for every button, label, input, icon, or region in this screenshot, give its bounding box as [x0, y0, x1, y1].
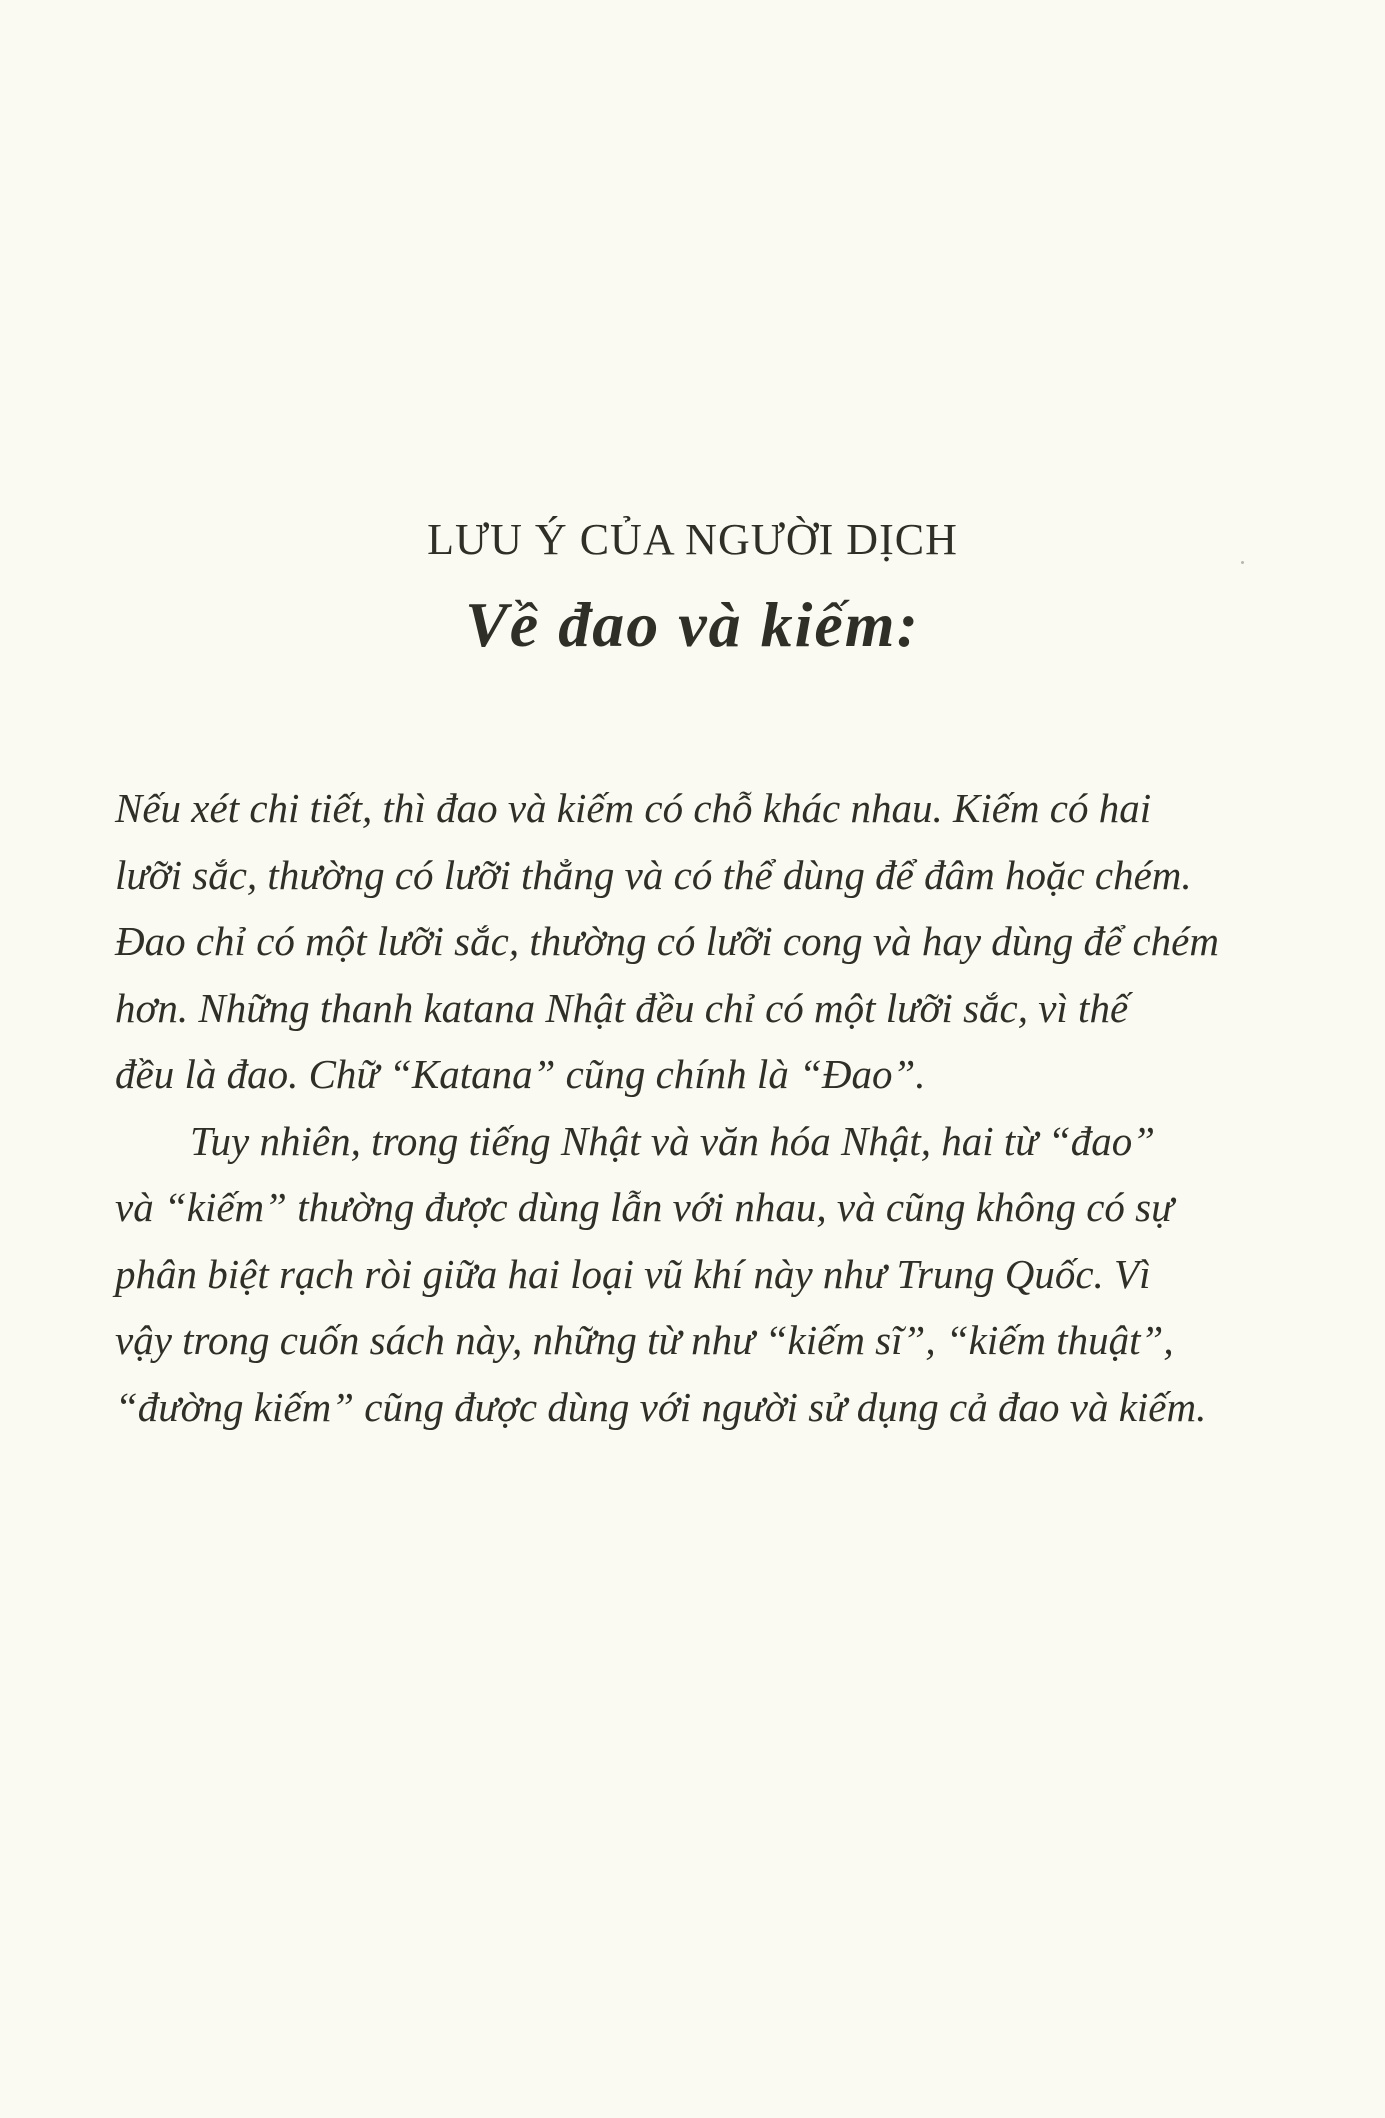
paper-speck [1241, 561, 1244, 564]
page-heading: LƯU Ý CỦA NGƯỜI DỊCH [427, 515, 958, 564]
paragraph-1-line: Đao chỉ có một lưỡi sắc, thường có lưỡi cong và hay dùng để chém [115, 918, 1219, 964]
paragraph-2-line: Tuy nhiên, trong tiếng Nhật và văn hóa Nhật, hai từ “đao” [190, 1117, 1156, 1164]
paragraph-2-line: “đường kiếm” cũng được dùng với người sử dụng cả đao và kiếm. [115, 1383, 1207, 1430]
paragraph-2-line: phân biệt rạch ròi giữa hai loại vũ khí này như Trung Quốc. Vì [115, 1250, 1151, 1297]
paragraph-1-line: hơn. Những thanh katana Nhật đều chỉ có một lưỡi sắc, vì thế [115, 984, 1129, 1031]
paragraph-1-line: Nếu xét chi tiết, thì đao và kiếm có chỗ khác nhau. Kiếm có hai [115, 785, 1152, 831]
paragraph-2-line: vậy trong cuốn sách này, những từ như “kiếm sĩ”, “kiếm thuật”, [115, 1317, 1174, 1363]
paragraph-1-line: lưỡi sắc, thường có lưỡi thẳng và có thể dùng để đâm hoặc chém. [115, 851, 1192, 898]
paragraph-2-line: và “kiếm” thường được dùng lẫn với nhau, và cũng không có sự [115, 1184, 1174, 1230]
body-text [115, 775, 1285, 1440]
paragraph-1-line: đều là đao. Chữ “Katana” cũng chính là “Đao”. [115, 1051, 926, 1097]
section-title: Về đao và kiếm: [465, 589, 920, 660]
